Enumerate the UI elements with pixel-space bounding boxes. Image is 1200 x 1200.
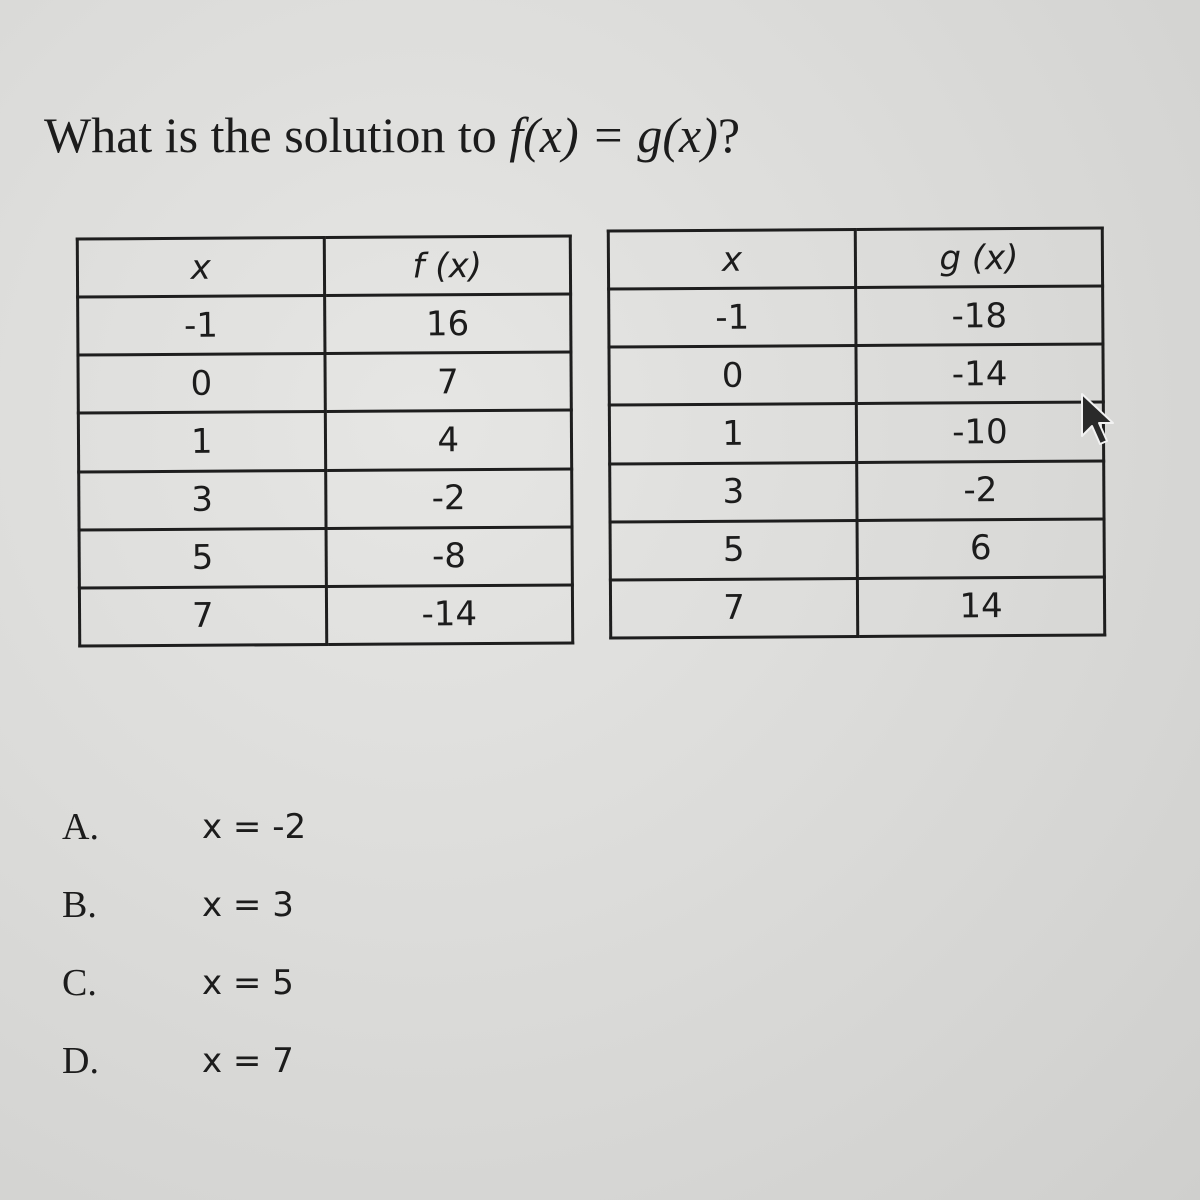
table-cell: 1 (609, 404, 856, 464)
table-cell: 3 (610, 462, 857, 522)
table-cell: 0 (609, 346, 856, 406)
question-suffix: ? (717, 107, 741, 163)
table-cell: -14 (856, 344, 1103, 404)
table-cell: 4 (325, 410, 572, 470)
table-header-row (77, 236, 570, 297)
table-cell: -14 (326, 585, 573, 645)
mouse-pointer-icon (1078, 392, 1118, 448)
table-cell: -8 (326, 527, 573, 587)
choice-letter: B. (62, 884, 97, 926)
choice-answer: x = 3 (202, 885, 294, 925)
table-row (79, 527, 572, 588)
table-cell: 7 (324, 352, 571, 412)
table-f-values (76, 234, 574, 647)
table-cell: -10 (856, 402, 1103, 462)
table-cell: -2 (857, 461, 1104, 521)
table-cell: 6 (857, 519, 1104, 579)
table-row (78, 352, 571, 413)
table-cell: 1 (78, 412, 325, 472)
table-row (609, 286, 1103, 347)
choice-letter: D. (62, 1040, 99, 1082)
table-cell: -1 (78, 296, 325, 356)
table-header-cell: x (608, 230, 855, 290)
table-row (610, 519, 1104, 580)
choice-answer: x = -2 (202, 807, 307, 847)
table-row (610, 577, 1104, 638)
choice-letter: C. (62, 962, 97, 1004)
table-header-cell: g (x) (855, 228, 1102, 288)
table-row (79, 585, 572, 646)
table-cell: 7 (79, 586, 326, 646)
table-cell: -2 (325, 469, 572, 529)
choice-answer: x = 5 (202, 963, 294, 1003)
table-cell: 5 (79, 528, 326, 588)
table-header-cell: x (77, 238, 324, 298)
table-cell: 5 (610, 520, 857, 580)
question-equation: f(x) = g(x) (509, 107, 718, 163)
table-cell: 3 (79, 470, 326, 530)
table-cell: 0 (78, 354, 325, 414)
choice-letter: A. (62, 806, 99, 848)
table-row (79, 469, 572, 530)
table-header-row (608, 228, 1102, 289)
table-row (78, 410, 571, 471)
table-row (78, 294, 571, 355)
table-row (610, 461, 1104, 522)
question-text (44, 108, 740, 163)
table-cell: -18 (856, 286, 1103, 346)
table-cell: -1 (609, 288, 856, 348)
table-row (609, 344, 1103, 405)
table-g-values (607, 226, 1106, 639)
choice-answer: x = 7 (202, 1041, 294, 1081)
table-cell: 14 (857, 577, 1104, 637)
table-cell: 7 (610, 578, 857, 638)
table-row (609, 402, 1103, 463)
table-cell: 16 (324, 294, 571, 354)
question-prefix: What is the solution to (44, 107, 510, 163)
table-header-cell: f (x) (324, 236, 571, 296)
